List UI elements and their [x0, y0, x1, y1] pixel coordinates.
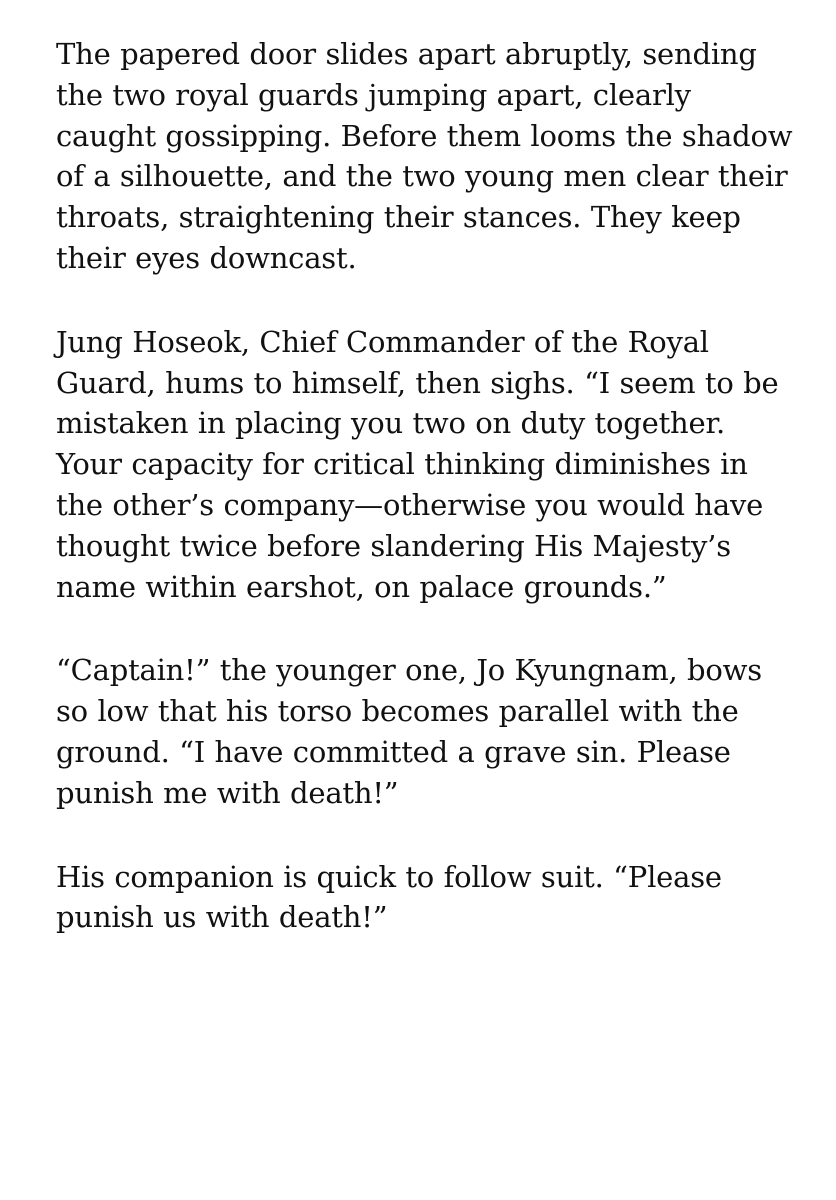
- paragraph-1: The papered door slides apart abruptly, sending the two royal guards jumping apart, clearly caught gossipping. Before them looms the shadow of a silhouette, and the two young men clear their throats, straightening their stances. They keep their eyes downcast.: [56, 37, 793, 275]
- paragraph-2: Jung Hoseok, Chief Commander of the Royal Guard, hums to himself, then sighs. “I seem to be mistaken in placing you two on duty together. Your capacity for critical thinking diminishes in the other’s company—otherwise you would have thought twice before slandering His Majesty’s name within earshot, on palace grounds.”: [56, 324, 779, 604]
- paragraph-3: “Captain!” the younger one, Jo Kyungnam, bows so low that his torso becomes parallel with the ground. “I have committed a grave sin. Please punish me with death!”: [56, 653, 762, 810]
- paragraph-4: His companion is quick to follow suit. “Please punish us with death!”: [56, 859, 722, 935]
